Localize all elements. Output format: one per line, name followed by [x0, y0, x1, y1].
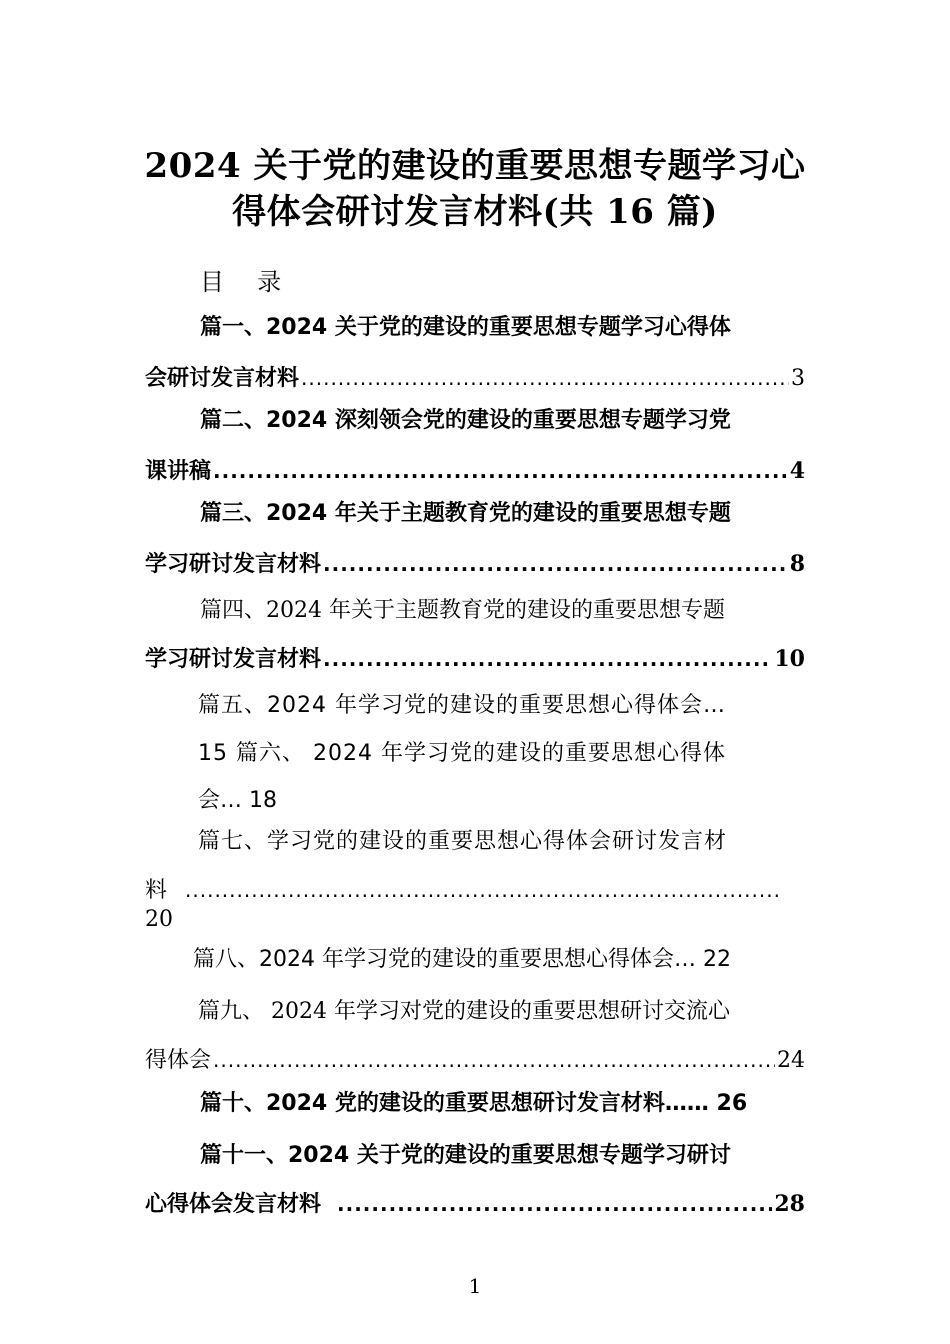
- dot-leader: [213, 1044, 775, 1076]
- toc-entry-6-line-1[interactable]: 15 篇六、 2024 年学习党的建设的重要思想心得体: [198, 741, 726, 766]
- toc-entry-7-line-2[interactable]: [145, 874, 785, 907]
- toc-entry-1-page: 3: [791, 366, 805, 391]
- dot-leader: [213, 455, 788, 487]
- toc-entry-7-page[interactable]: 20: [145, 907, 173, 932]
- toc-entry-2-line-2[interactable]: [145, 455, 805, 488]
- dot-leader: [337, 1188, 772, 1220]
- toc-entry-3-line-2[interactable]: [145, 548, 805, 581]
- dot-leader: [185, 874, 783, 906]
- toc-entry-4-line-1[interactable]: 篇四、2024 年关于主题教育党的建设的重要思想专题: [200, 598, 725, 623]
- toc-entry-11-page: 28: [774, 1191, 805, 1217]
- toc-entry-9-text: 得体会: [145, 1048, 212, 1073]
- toc-entry-5-line-1[interactable]: 篇五、2024 年学习党的建设的重要思想心得体会…: [198, 693, 726, 718]
- toc-entry-1-line-2[interactable]: [145, 362, 805, 395]
- toc-entry-9-page: 24: [777, 1048, 805, 1073]
- toc-entry-9-line-1[interactable]: 篇九、 2024 年学习对党的建设的重要思想研讨交流心: [198, 999, 730, 1024]
- document-title-line-1: 2024 关于党的建设的重要思想专题学习心: [144, 146, 806, 186]
- toc-entry-3-line-1[interactable]: 篇三、2024 年关于主题教育党的建设的重要思想专题: [200, 501, 731, 526]
- toc-entry-9-line-2[interactable]: [145, 1044, 805, 1077]
- toc-entry-4-line-2[interactable]: [145, 643, 805, 676]
- toc-entry-4-text: 学习研讨发言材料: [145, 647, 322, 672]
- toc-entry-1-text: 会研讨发言材料: [145, 366, 300, 391]
- toc-entry-11-text: 心得体会发言材料: [145, 1192, 322, 1217]
- dot-leader: [323, 548, 788, 580]
- dot-leader: [323, 643, 772, 675]
- toc-entry-11-line-2[interactable]: [145, 1188, 805, 1221]
- toc-heading: 目 录: [200, 268, 288, 296]
- toc-entry-7-text: 料: [145, 878, 168, 903]
- dot-leader: [301, 362, 789, 394]
- page-number: 1: [468, 1274, 482, 1298]
- toc-entry-2-text: 课讲稿: [145, 459, 212, 484]
- toc-entry-7-line-1[interactable]: 篇七、学习党的建设的重要思想心得体会研讨发言材: [198, 829, 728, 854]
- toc-entry-4-page: 10: [774, 646, 805, 672]
- toc-entry-2-line-1[interactable]: 篇二、2024 深刻领会党的建设的重要思想专题学习党: [200, 408, 731, 433]
- document-title-line-2: 得体会研讨发言材料(共 16 篇): [232, 192, 718, 232]
- toc-entry-8-line-1[interactable]: 篇八、2024 年学习党的建设的重要思想心得体会… 22: [193, 947, 731, 972]
- toc-entry-11-line-1[interactable]: 篇十一、2024 关于党的建设的重要思想专题学习研讨: [200, 1143, 731, 1168]
- toc-entry-6-line-2[interactable]: 会… 18: [198, 788, 277, 813]
- toc-entry-3-page: 8: [789, 551, 805, 577]
- toc-entry-10-line-1[interactable]: 篇十、2024 党的建设的重要思想研讨发言材料…… 26: [200, 1091, 748, 1116]
- toc-entry-1-line-1[interactable]: 篇一、2024 关于党的建设的重要思想专题学习心得体: [200, 315, 731, 340]
- toc-entry-3-text: 学习研讨发言材料: [145, 552, 322, 577]
- toc-entry-2-page: 4: [789, 458, 805, 484]
